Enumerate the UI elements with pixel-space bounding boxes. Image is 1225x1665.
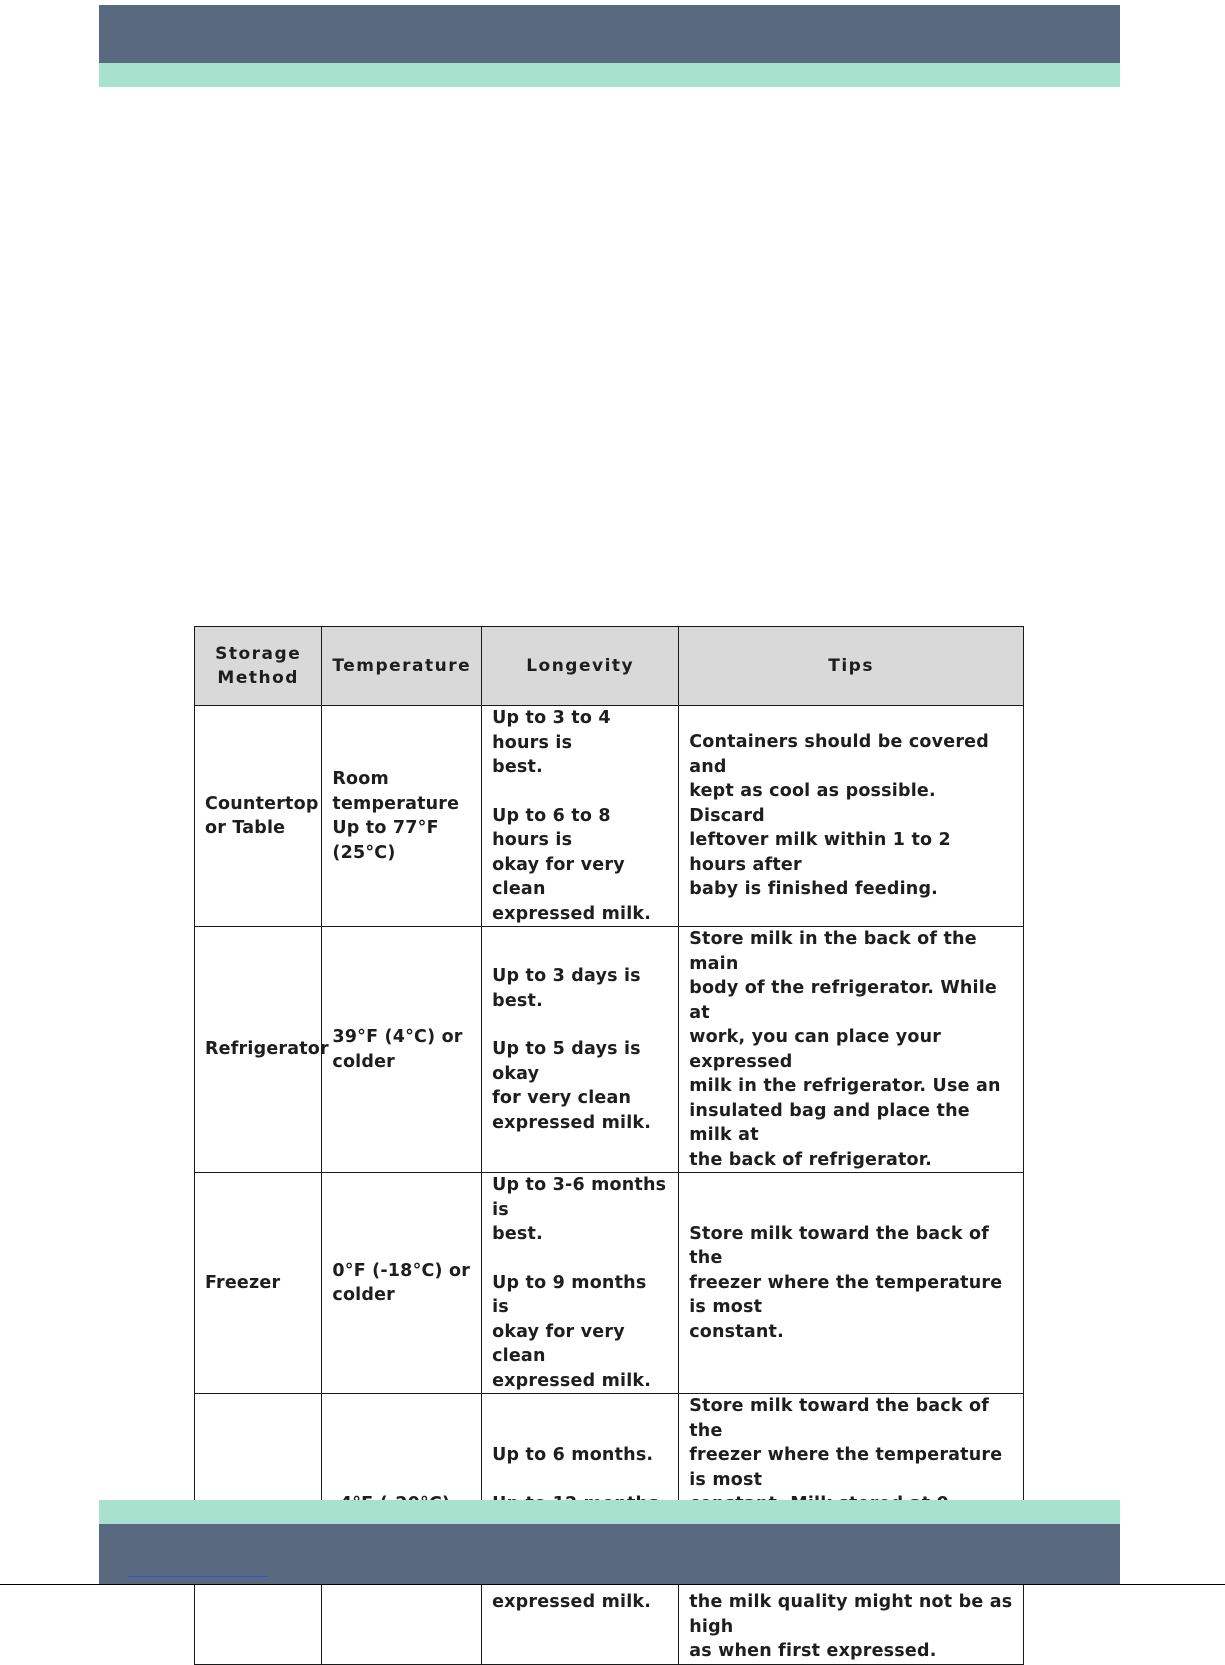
longevity-line: okay for very clean [492,1321,625,1366]
longevity-cell [482,927,679,1173]
header-storage-method [195,627,322,706]
longevity-line: best. [492,1224,543,1244]
tips-line: leftover milk within 1 to 2 hours after [689,830,951,875]
temperature-line: colder [332,1051,395,1072]
tips-line: body of the refrigerator. While at [689,978,997,1023]
tips-cell [679,706,1024,927]
longevity-line: for very clean [492,1088,632,1108]
tips-line: Store milk toward the back of the [689,1223,990,1269]
longevity-line: expressed milk. [492,1112,652,1133]
table-row [195,927,1024,1173]
longevity-line: Up to 6 to 8 hours is [492,805,611,850]
longevity-best [492,1173,668,1247]
table-header-row [195,627,1024,706]
longevity-line: Up to 9 months is [492,1272,647,1317]
longevity-line: Up to 3 days is best. [492,966,641,1011]
header-dark-band [99,5,1120,63]
header-line: Longevity [526,655,635,676]
longevity-line: Up to 5 days is okay [492,1039,641,1084]
temperature-line: 39°F (4°C) or [332,1027,463,1047]
header-line: Temperature [332,655,472,676]
method-cell [195,1173,322,1394]
header-tips [679,627,1024,706]
longevity-line: expressed milk. [492,1591,652,1612]
header-line: Method [217,668,299,688]
longevity-best [492,1443,668,1468]
longevity-line: expressed milk. [492,903,652,924]
tips-line: Store milk in the back of the main [689,929,977,974]
tips-line: milk in the refrigerator. Use an [689,1076,1001,1096]
tips-line: the back of refrigerator. [689,1149,932,1170]
temperature-cell [322,1173,482,1394]
longevity-okay [492,1037,668,1135]
tips-line: work, you can place your expressed [689,1027,942,1072]
footer-accent-band [99,1500,1120,1524]
method-line: Freezer [205,1272,281,1293]
footer-link-underline[interactable] [128,1576,268,1577]
longevity-line: expressed milk. [492,1370,652,1391]
longevity-line: Up to 6 months. [492,1445,654,1466]
temperature-cell [322,927,482,1173]
header-line: Tips [828,655,874,676]
longevity-best [492,964,668,1013]
longevity-okay [492,804,668,927]
method-cell [195,927,329,1173]
tips-line: Store milk toward the back of the [689,1396,990,1441]
tips-line: constant. [689,1321,784,1342]
tips-line: Containers should be covered and [689,732,989,777]
longevity-line: okay for very clean [492,854,625,899]
tips-cell [679,1173,1024,1394]
temperature-line: 0°F (-18°C) or [332,1260,471,1281]
method-cell [195,706,322,927]
header-accent-band [99,63,1120,87]
table-row [195,706,1024,927]
longevity-line: Up to 3-6 months is [492,1175,667,1220]
tips-line: insulated bag and place the milk at [689,1100,970,1145]
temperature-line: colder [332,1285,395,1305]
tips-line: as when first expressed. [689,1641,937,1661]
method-line: or Table [205,818,286,838]
method-line: Refrigerator [205,1039,329,1060]
tips-line: freezer where the temperature is most [689,1272,1003,1318]
tips-line: freezer where the temperature is most [689,1445,1003,1490]
header-longevity [482,627,679,706]
tips-line: baby is finished feeding. [689,879,939,900]
header-line: Storage [215,643,302,664]
temperature-line: Room [332,769,389,789]
temperature-line: (25°C) [332,842,396,863]
tips-line: the milk quality might not be as high [689,1592,1013,1637]
method-line: Countertop [205,793,319,814]
longevity-cell [482,706,679,927]
tips-cell [679,927,1024,1173]
temperature-line: temperature [332,793,460,814]
longevity-cell [482,1173,679,1394]
temperature-line: Up to 77°F [332,818,439,838]
longevity-okay [492,1271,668,1394]
tips-line: kept as cool as possible. Discard [689,781,936,826]
header-temperature [322,627,482,706]
temperature-cell [322,706,482,927]
longevity-line: Up to 3 to 4 hours is [492,708,611,753]
longevity-best [492,706,668,780]
longevity-line: best. [492,757,543,777]
table-row [195,1173,1024,1394]
